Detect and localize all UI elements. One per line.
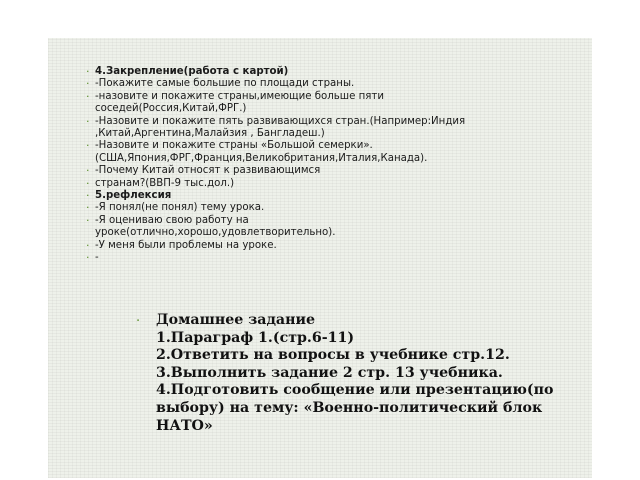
- list-item-text: -назовите и покажите страны,имеющие больше пяти соседей(Россия,Китай,ФРГ.): [95, 90, 384, 115]
- bullet-icon: ·: [86, 164, 90, 178]
- list-item: [86, 215, 556, 240]
- list-item: [86, 66, 556, 78]
- bullet-icon: ·: [86, 176, 90, 190]
- list-item: [86, 252, 556, 264]
- bullet-icon: ·: [86, 89, 90, 103]
- list-item: [86, 165, 556, 177]
- list-item-text: -Покажите самые большие по площади страны.: [95, 78, 355, 90]
- list-item-text: -У меня были проблемы на уроке.: [95, 239, 277, 251]
- bullet-icon: ·: [86, 201, 90, 215]
- list-item-text: -: [95, 252, 99, 264]
- section-heading-consolidation: 4.Закрепление(работа с картой): [95, 66, 289, 77]
- list-item: [86, 202, 556, 214]
- bullet-icon: ·: [86, 139, 90, 153]
- list-item: [86, 78, 556, 90]
- homework-block: [136, 312, 576, 435]
- list-item: [86, 240, 556, 252]
- homework-item: 4.Подготовить сообщение или презентацию(по выбору) на тему: «Военно-политический блок НАТО»: [156, 382, 559, 434]
- list-item: [86, 91, 556, 116]
- bullet-icon: ·: [86, 65, 90, 78]
- bullet-list: [86, 66, 556, 265]
- homework-item: 1.Параграф 1.(стр.6-11): [156, 329, 355, 346]
- list-item: [86, 116, 556, 141]
- homework-text: [156, 312, 576, 435]
- bullet-icon: ·: [86, 189, 90, 203]
- list-item-text: странам?(ВВП-9 тыс.дол.): [95, 177, 235, 189]
- list-item-text: -Почему Китай относят к развивающимся: [95, 165, 321, 177]
- bullet-icon: ·: [86, 114, 90, 128]
- list-item-text: -Я оцениваю свою работу на уроке(отлично,хорошо,удовлетворительно).: [95, 214, 336, 239]
- section-heading-reflection: 5.рефлексия: [95, 190, 172, 202]
- list-item: [86, 190, 556, 202]
- list-item-text: -Назовите и покажите страны «Большой семерки». (США,Япония,ФРГ,Франция,Великобритания,Италия,Канада).: [95, 140, 428, 164]
- bullet-icon: ·: [86, 238, 90, 252]
- bullet-icon: ·: [86, 77, 90, 91]
- homework-item: 3.Выполнить задание 2 стр. 13 учебника.: [156, 364, 503, 381]
- bullet-icon: ·: [136, 314, 141, 329]
- list-item: [86, 140, 556, 165]
- bullet-icon: ·: [86, 213, 90, 227]
- bullet-icon: ·: [86, 251, 90, 265]
- homework-item: 2.Ответить на вопросы в учебнике стр.12.: [156, 347, 510, 364]
- list-item-text: -Я понял(не понял) тему урока.: [95, 202, 265, 214]
- list-item: [86, 178, 556, 190]
- list-item-text: -Назовите и покажите пять развивающихся стран.(Например:Индия ,Китай,Аргентина,Малайзия , Бангладеш.): [95, 115, 466, 140]
- homework-title: Домашнее задание: [156, 312, 316, 328]
